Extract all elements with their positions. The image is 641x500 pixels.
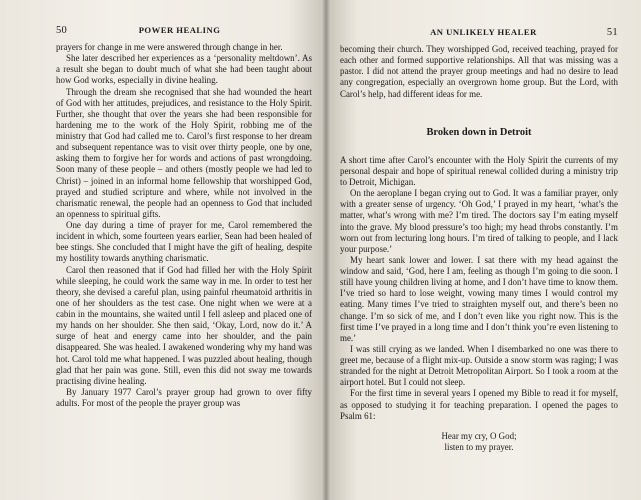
section-heading: Broken down in Detroit	[426, 126, 532, 138]
verse-line: listen to my prayer.	[444, 441, 514, 452]
paragraph: prayers for change in me were answered through change in her.	[56, 42, 283, 52]
page-number: 51	[606, 27, 618, 38]
left-page-header	[56, 25, 312, 36]
paragraph: She later described her experiences as a ‘personality meltdown’. As a result she began to doubt much of what she had been taught about how God works, especially in divine healing.	[56, 53, 312, 86]
paragraph: Carol then reasoned that if God had filled her with the Holy Spirit while sleeping, he could work the same way in me. In order to test her theory, she devised a careful plan, using painful rheumatoid arthritis in one of her shoulders as the test case. One night when we were at a cabin in the mountains, she waited until I fell asleep and placed one of my hands on her shoulder. She then said, ‘Okay, Lord, now do it.’ A surge of heat and energy came into her shoulder, and the pain disappeared. She was healed. I awakened wondering why my hand was hot. Carol told me what happened. I was puzzled about healing, though glad that her pain was gone. Still, even this did not sway me towards practising divine healing.	[56, 264, 312, 386]
right-page-body	[340, 44, 618, 453]
paragraph: becoming their church. They worshipped God, received teaching, prayed for each other and formed supportive relationships. All that was missing was a pastor. I did not attend the prayer group meetings and had no desire to lead any congregation, especially an overgrown home group. But the Lord, with Carol’s help, had different ideas for me.	[340, 44, 618, 99]
left-page-body	[56, 42, 312, 409]
paragraph: For the first time in several years I opened my Bible to read it for myself, as opposed to studying it for teaching preparation. I opened the pages to Psalm 61:	[340, 388, 618, 421]
running-head: POWER HEALING	[138, 25, 221, 35]
paragraph: My heart sank lower and lower. I sat there with my head against the window and said, ‘God, here I am, feeling as though I’m going to die soon. I still have young children living at home, and I don’t have time to know them. I’ve tried so hard to lose weight, vowing many times I would control my eating. Many times I’ve tried to straighten myself out, and there’s been no change. I’m so sick of me, and I don’t even like you right now. This is the first time I’ve prayed in a long time and I don’t think you’re even listening to me.’	[340, 254, 618, 343]
paragraph: By January 1977 Carol’s prayer group had grown to over fifty adults. For most of the people the prayer group was	[56, 386, 312, 408]
paragraph: On the aeroplane I began crying out to God. It was a familiar prayer, only with a greater sense of urgency. ‘Oh God,’ I prayed in my heart, ‘what’s the matter, what’s wrong with me? I’m tired. The doctors say I’m eating myself into the grave. My blood pressure’s too high; my head throbs constantly. I’m worn out from lecturing long hours. I’m tired of talking to people, and I lack your purpose.’	[340, 188, 618, 254]
psalm-verse	[340, 431, 618, 453]
running-head: AN UNLIKELY HEALER	[430, 27, 537, 37]
paragraph: I was still crying as we landed. When I disembarked no one was there to greet me, because of a flight mix-up. Outside a snow storm was raging; I was stranded for the night at Detroit Metropolitan Airport. So I took a room at the airport hotel. But I could not sleep.	[340, 343, 618, 388]
paragraph: A short time after Carol’s encounter with the Holy Spirit the currents of my personal despair and hope of spiritual renewal collided during a ministry trip to Detroit, Michigan.	[340, 154, 618, 187]
verse-line: Hear my cry, O God;	[441, 430, 517, 441]
right-page	[326, 0, 641, 500]
right-page-header	[340, 27, 618, 38]
book-gutter-shadow	[322, 0, 330, 500]
paragraph: One day during a time of prayer for me, Carol remembered the incident in which, some fourteen years earlier, Sean had been healed of bee stings. She concluded that I might have the gift of healing, despite my hostility towards anything charismatic.	[56, 220, 312, 264]
paragraph: Through the dream she recognised that she had wounded the heart of God with her attitudes, prejudices, and resistance to the Holy Spirit. Further, she thought that over the years she had been responsible for hardening me to the work of the Holy Spirit, robbing me of the ministry that God had called me to. Carol’s first response to her dream and subsequent repentance was to visit over thirty people, one by one, asking them to forgive her for words and actions of past wrongdoing. Soon many of these people – and others (mostly people we had led to Christ) – joined in an informal home fellowship that worshipped God, prayed and studied scripture and where, while not involved in the charismatic renewal, the people had an openness to God that included an openness to spiritual gifts.	[56, 86, 312, 219]
page-number: 50	[56, 25, 68, 36]
